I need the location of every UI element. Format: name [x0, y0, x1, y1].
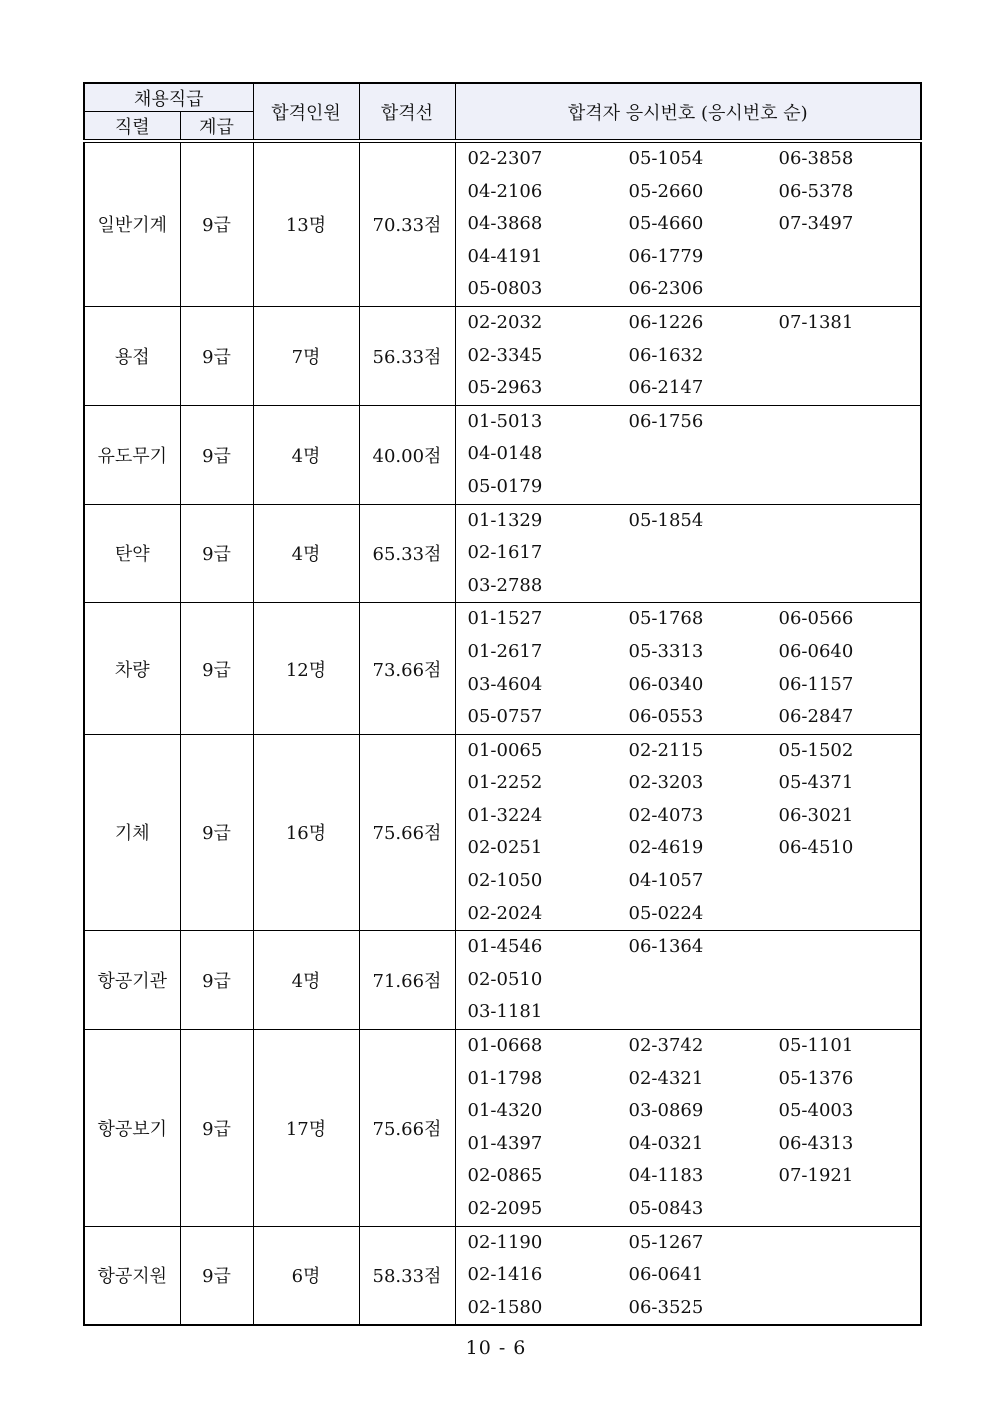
- applicant-number: 05-3313: [628, 640, 704, 662]
- applicant-number: [779, 438, 922, 471]
- applicant-number: 06-0566: [778, 608, 854, 630]
- series-cell: 탄약: [84, 504, 180, 603]
- applicant-number: [779, 570, 922, 603]
- numbers-cell: [455, 1030, 921, 1227]
- results-body: [84, 141, 921, 1325]
- applicant-number: 02-2095: [467, 1198, 543, 1219]
- applicant-number: 01-1527: [467, 608, 543, 630]
- applicant-number: 02-4619: [628, 837, 704, 859]
- numbers-grid: [456, 1030, 921, 1226]
- count-cell: 16명: [253, 734, 359, 931]
- numbers-grid: [456, 603, 921, 733]
- applicant-number: 04-1057: [628, 870, 704, 892]
- cutoff-cell: 75.66점: [359, 1030, 455, 1227]
- applicant-number: 07-1921: [778, 1165, 854, 1187]
- applicant-number: 02-4321: [628, 1067, 704, 1089]
- applicant-number: [779, 537, 922, 570]
- grade-cell: 9급: [180, 603, 253, 734]
- numbers-cell: [455, 603, 921, 734]
- applicant-number: 06-1157: [778, 673, 854, 695]
- series-cell: 일반기계: [84, 141, 180, 306]
- cutoff-cell: 70.33점: [359, 141, 455, 306]
- applicant-number: 01-4320: [467, 1100, 543, 1122]
- table-row: [84, 931, 921, 1030]
- count-cell: 4명: [253, 405, 359, 504]
- applicant-number: [779, 406, 922, 439]
- applicant-number: 05-1502: [778, 739, 854, 761]
- applicant-number: 05-4660: [628, 213, 704, 235]
- applicant-number: 01-4546: [467, 936, 543, 958]
- cutoff-cell: 40.00점: [359, 405, 455, 504]
- applicant-number: 05-1267: [628, 1231, 704, 1253]
- applicant-number: 05-4371: [778, 772, 854, 794]
- numbers-cell: [455, 1226, 921, 1325]
- applicant-number: 04-0321: [628, 1132, 704, 1154]
- grade-cell: 9급: [180, 504, 253, 603]
- series-cell: 항공지원: [84, 1226, 180, 1325]
- applicant-number: 05-1101: [778, 1035, 854, 1057]
- grade-cell: 9급: [180, 931, 253, 1030]
- applicant-number: 05-0224: [628, 902, 704, 924]
- applicant-number: 02-2307: [467, 148, 543, 169]
- applicant-number: 05-2963: [467, 377, 543, 399]
- applicant-number: 05-1854: [628, 509, 704, 531]
- table-row: [84, 1226, 921, 1325]
- applicant-number: 02-2032: [467, 311, 543, 333]
- applicant-number: 02-0251: [467, 837, 543, 859]
- applicant-number: 06-2847: [778, 706, 854, 728]
- applicant-number: [779, 996, 922, 1029]
- applicant-number: [779, 931, 922, 964]
- numbers-grid: [456, 735, 921, 931]
- count-cell: 7명: [253, 306, 359, 405]
- applicant-number: 01-5013: [467, 410, 543, 432]
- page-number: 10 - 6: [465, 1337, 527, 1359]
- applicant-number: [779, 1193, 922, 1226]
- applicant-number: [629, 964, 779, 997]
- applicant-number: 04-2106: [467, 180, 543, 202]
- header-row-top: [84, 83, 921, 112]
- grade-cell: 9급: [180, 1030, 253, 1227]
- applicant-number: 05-1054: [628, 148, 704, 169]
- applicant-number: 02-1190: [467, 1231, 543, 1253]
- table-row: [84, 405, 921, 504]
- applicant-number: 06-1364: [628, 936, 704, 958]
- header-series: 직렬: [84, 112, 180, 142]
- applicant-number: 06-1779: [628, 245, 704, 267]
- applicant-number: 02-0865: [467, 1165, 543, 1187]
- applicant-number: 01-1798: [467, 1067, 543, 1089]
- cutoff-cell: 75.66점: [359, 734, 455, 931]
- applicant-number: 05-0803: [467, 278, 543, 300]
- applicant-number: 05-1376: [778, 1067, 854, 1089]
- applicant-number: 01-1329: [467, 509, 543, 531]
- applicant-number: 05-1768: [628, 608, 704, 630]
- applicant-number: 06-1756: [628, 410, 704, 432]
- table-row: [84, 1030, 921, 1227]
- applicant-number: 03-1181: [467, 1001, 543, 1023]
- table-row: [84, 504, 921, 603]
- applicant-number: 06-0340: [628, 673, 704, 695]
- grade-cell: 9급: [180, 306, 253, 405]
- count-cell: 6명: [253, 1226, 359, 1325]
- applicant-number: [779, 1292, 922, 1325]
- numbers-cell: [455, 504, 921, 603]
- series-cell: 용접: [84, 306, 180, 405]
- numbers-cell: [455, 306, 921, 405]
- applicant-number: 07-3497: [778, 213, 854, 235]
- grade-cell: 9급: [180, 734, 253, 931]
- table-row: [84, 734, 921, 931]
- applicant-number: 05-0843: [628, 1198, 704, 1219]
- numbers-cell: [455, 141, 921, 306]
- numbers-grid: [456, 505, 921, 603]
- applicant-number: [779, 505, 922, 538]
- applicant-number: [779, 340, 922, 373]
- applicant-number: 06-0553: [628, 706, 704, 728]
- applicant-number: 06-5378: [778, 180, 854, 202]
- header-pass-numbers: 합격자 응시번호 (응시번호 순): [455, 83, 921, 141]
- count-cell: 4명: [253, 931, 359, 1030]
- header-pass-count: 합격인원: [253, 83, 359, 141]
- applicant-number: 02-3203: [628, 772, 704, 794]
- series-cell: 항공보기: [84, 1030, 180, 1227]
- applicant-number: [629, 570, 779, 603]
- applicant-number: 04-4191: [467, 245, 543, 267]
- applicant-number: [629, 996, 779, 1029]
- applicant-number: [629, 471, 779, 504]
- series-cell: 차량: [84, 603, 180, 734]
- count-cell: 17명: [253, 1030, 359, 1227]
- series-cell: 항공기관: [84, 931, 180, 1030]
- applicant-number: 05-4003: [778, 1100, 854, 1122]
- header-pass-cutoff: 합격선: [359, 83, 455, 141]
- applicant-number: 05-2660: [628, 180, 704, 202]
- applicant-number: [629, 537, 779, 570]
- applicant-number: 06-2306: [628, 278, 704, 300]
- applicant-number: 02-1416: [467, 1264, 543, 1286]
- applicant-number: 05-0757: [467, 706, 543, 728]
- cutoff-cell: 73.66점: [359, 603, 455, 734]
- cutoff-cell: 56.33점: [359, 306, 455, 405]
- applicant-number: 06-3525: [628, 1296, 704, 1318]
- numbers-grid: [456, 143, 921, 306]
- series-cell: 기체: [84, 734, 180, 931]
- applicant-number: [779, 964, 922, 997]
- applicant-number: [779, 865, 922, 898]
- applicant-number: 04-1183: [628, 1165, 704, 1187]
- applicant-number: 02-1050: [467, 870, 543, 892]
- results-table: [83, 82, 922, 1326]
- applicant-number: 06-3858: [778, 148, 854, 169]
- table-row: [84, 603, 921, 734]
- applicant-number: [779, 471, 922, 504]
- grade-cell: 9급: [180, 141, 253, 306]
- applicant-number: [779, 1227, 922, 1260]
- applicant-number: 06-1632: [628, 344, 704, 366]
- table-row: [84, 141, 921, 306]
- numbers-cell: [455, 931, 921, 1030]
- applicant-number: 07-1381: [778, 311, 854, 333]
- applicant-number: 03-0869: [628, 1100, 704, 1122]
- count-cell: 4명: [253, 504, 359, 603]
- applicant-number: 04-3868: [467, 213, 543, 235]
- cutoff-cell: 58.33점: [359, 1226, 455, 1325]
- applicant-number: [779, 1259, 922, 1292]
- table-row: [84, 306, 921, 405]
- applicant-number: 02-1580: [467, 1296, 543, 1318]
- applicant-number: 01-0668: [467, 1035, 543, 1057]
- applicant-number: 06-4313: [778, 1132, 854, 1154]
- cutoff-cell: 71.66점: [359, 931, 455, 1030]
- applicant-number: 01-3224: [467, 804, 543, 826]
- numbers-grid: [456, 1227, 921, 1325]
- applicant-number: [779, 372, 922, 405]
- applicant-number: 03-2788: [467, 574, 543, 596]
- numbers-grid: [456, 406, 921, 504]
- numbers-grid: [456, 307, 921, 405]
- numbers-cell: [455, 405, 921, 504]
- applicant-number: 02-1617: [467, 542, 543, 564]
- applicant-number: 05-0179: [467, 475, 543, 497]
- applicant-number: 06-0641: [628, 1264, 704, 1286]
- cutoff-cell: 65.33점: [359, 504, 455, 603]
- count-cell: 12명: [253, 603, 359, 734]
- applicant-number: 02-4073: [628, 804, 704, 826]
- applicant-number: 02-0510: [467, 968, 543, 990]
- applicant-number: 01-2617: [467, 640, 543, 662]
- applicant-number: 06-0640: [778, 640, 854, 662]
- applicant-number: [779, 898, 922, 931]
- applicant-number: 06-2147: [628, 377, 704, 399]
- series-cell: 유도무기: [84, 405, 180, 504]
- count-cell: 13명: [253, 141, 359, 306]
- applicant-number: 02-3345: [467, 344, 543, 366]
- applicant-number: 06-1226: [628, 311, 704, 333]
- applicant-number: 01-0065: [467, 739, 543, 761]
- numbers-grid: [456, 931, 921, 1029]
- applicant-number: 04-0148: [467, 443, 543, 465]
- header-recruit-grade: 채용직급: [84, 83, 253, 112]
- grade-cell: 9급: [180, 405, 253, 504]
- applicant-number: 01-4397: [467, 1132, 543, 1154]
- applicant-number: [779, 273, 922, 306]
- header-grade: 계급: [180, 112, 253, 142]
- numbers-cell: [455, 734, 921, 931]
- applicant-number: 01-2252: [467, 772, 543, 794]
- applicant-number: 03-4604: [467, 673, 543, 695]
- grade-cell: 9급: [180, 1226, 253, 1325]
- applicant-number: [779, 241, 922, 274]
- applicant-number: 06-3021: [778, 804, 854, 826]
- applicant-number: [629, 438, 779, 471]
- applicant-number: 02-2024: [467, 902, 543, 924]
- applicant-number: 06-4510: [778, 837, 854, 859]
- applicant-number: 02-2115: [628, 739, 704, 761]
- applicant-number: 02-3742: [628, 1035, 704, 1057]
